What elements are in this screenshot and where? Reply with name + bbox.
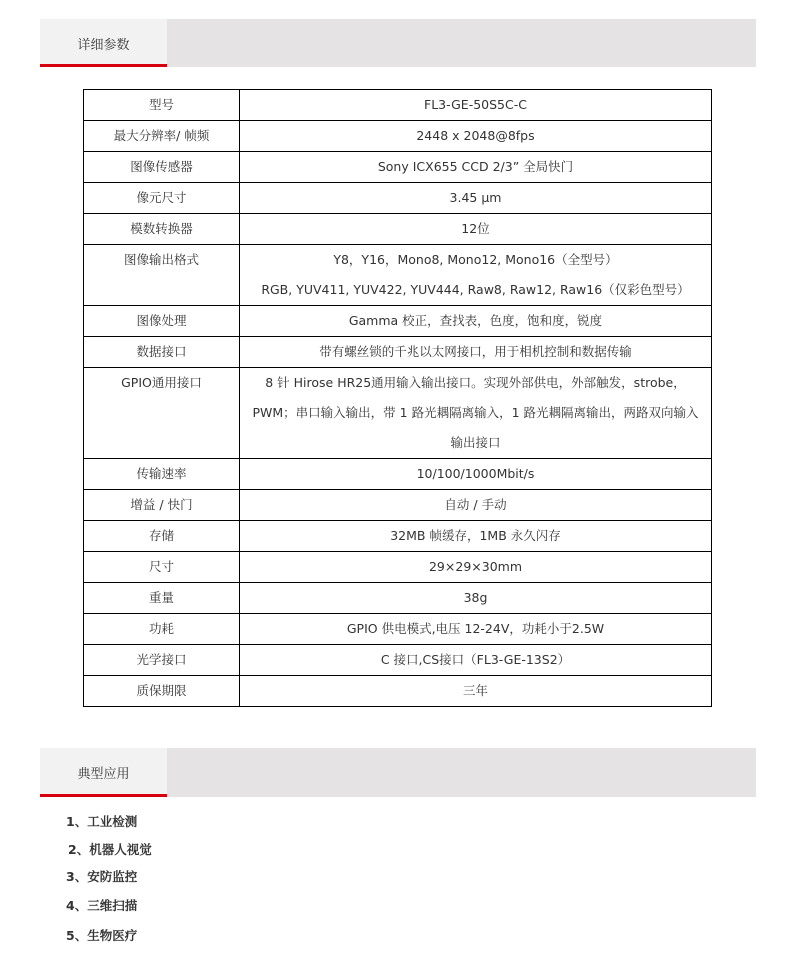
spec-row (84, 583, 712, 614)
spec-value (240, 152, 712, 183)
spec-value-line: 12位 (461, 221, 490, 236)
application-section-title: 典型应用 (77, 767, 130, 782)
detail-section-header (40, 19, 756, 67)
spec-value-line: PWM；串口输入输出，带 1 路光耦隔离输入，1 路光耦隔离输出，两路双向输入 (252, 405, 699, 420)
spec-row (84, 459, 712, 490)
spec-value (240, 337, 712, 368)
spec-row (84, 552, 712, 583)
spec-value-line: GPIO 供电模式,电压 12-24V，功耗小于2.5W (346, 621, 605, 636)
spec-row (84, 614, 712, 645)
spec-value-line: 带有螺丝锁的千兆以太网接口，用于相机控制和数据传输 (319, 344, 632, 359)
spec-label: 功耗 (84, 614, 240, 645)
spec-label: 质保期限 (84, 676, 240, 707)
spec-value (240, 552, 712, 583)
spec-row (84, 306, 712, 337)
spec-label: 重量 (84, 583, 240, 614)
spec-row (84, 214, 712, 245)
spec-label: 传输速率 (84, 459, 240, 490)
detail-section-title: 详细参数 (77, 37, 130, 53)
spec-value (240, 614, 712, 645)
spec-value-line: 三年 (462, 683, 488, 698)
spec-value-line: FL3-GE-50S5C-C (424, 97, 527, 112)
spec-value-line: 3.45 μm (449, 190, 502, 205)
spec-label: 图像输出格式 (84, 245, 240, 306)
spec-value-line: 自动 / 手动 (444, 497, 507, 512)
spec-row (84, 645, 712, 676)
spec-label: 最大分辨率/ 帧频 (84, 121, 240, 152)
spec-value-line: 2448 x 2048@8fps (416, 128, 535, 143)
spec-label: 光学接口 (84, 645, 240, 676)
spec-value-line: 32MB 帧缓存，1MB 永久闪存 (390, 528, 561, 543)
spec-row (84, 152, 712, 183)
spec-value-line: 输出接口 (450, 435, 501, 450)
spec-value (240, 90, 712, 121)
spec-value (240, 645, 712, 676)
spec-value-line: C 接口,CS接口（FL3-GE-13S2） (380, 652, 571, 667)
spec-value (240, 521, 712, 552)
spec-label: 图像处理 (84, 306, 240, 337)
spec-row (84, 90, 712, 121)
spec-label: 尺寸 (84, 552, 240, 583)
active-tab-underline (40, 64, 167, 67)
spec-value-line: 10/100/1000Mbit/s (416, 466, 535, 481)
spec-table (83, 89, 712, 707)
spec-value (240, 121, 712, 152)
spec-value-line: Sony ICX655 CCD 2/3” 全局快门 (377, 159, 574, 174)
spec-row (84, 245, 712, 306)
spec-label: GPIO通用接口 (84, 368, 240, 459)
spec-value-line: 29×29×30mm (428, 559, 523, 574)
application-item: 4、三维扫描 (66, 898, 138, 913)
spec-value-line: Gamma 校正，查找表，色度，饱和度，锐度 (348, 313, 603, 328)
application-item: 1、工业检测 (66, 814, 138, 829)
spec-value-line: Y8，Y16，Mono8, Mono12, Mono16（全型号） (333, 252, 618, 267)
spec-label: 像元尺寸 (84, 183, 240, 214)
spec-value-line: 8 针 Hirose HR25通用输入输出接口。实现外部供电，外部触发，strobe， (265, 375, 686, 390)
application-section-tab[interactable] (40, 748, 167, 797)
spec-value (240, 490, 712, 521)
spec-value (240, 676, 712, 707)
spec-row (84, 676, 712, 707)
spec-label: 型号 (84, 90, 240, 121)
spec-value (240, 183, 712, 214)
spec-label: 存储 (84, 521, 240, 552)
spec-value (240, 368, 712, 459)
spec-row (84, 490, 712, 521)
spec-value (240, 459, 712, 490)
spec-label: 数据接口 (84, 337, 240, 368)
spec-value (240, 583, 712, 614)
spec-value-line: 38g (463, 590, 488, 605)
spec-value-line: RGB, YUV411, YUV422, YUV444, Raw8, Raw12, Raw16（仅彩色型号） (261, 282, 690, 297)
application-item: 2、机器人视觉 (68, 842, 152, 857)
application-section-header (40, 748, 756, 797)
spec-label: 增益 / 快门 (84, 490, 240, 521)
application-item: 3、安防监控 (66, 869, 138, 884)
active-tab-underline (40, 794, 167, 797)
spec-row (84, 521, 712, 552)
spec-value (240, 245, 712, 306)
detail-section-tab[interactable] (40, 19, 167, 67)
spec-value (240, 214, 712, 245)
spec-label: 图像传感器 (84, 152, 240, 183)
spec-row (84, 121, 712, 152)
application-item: 5、生物医疗 (66, 928, 138, 943)
spec-row (84, 337, 712, 368)
spec-value (240, 306, 712, 337)
spec-row (84, 368, 712, 459)
spec-row (84, 183, 712, 214)
spec-label: 模数转换器 (84, 214, 240, 245)
